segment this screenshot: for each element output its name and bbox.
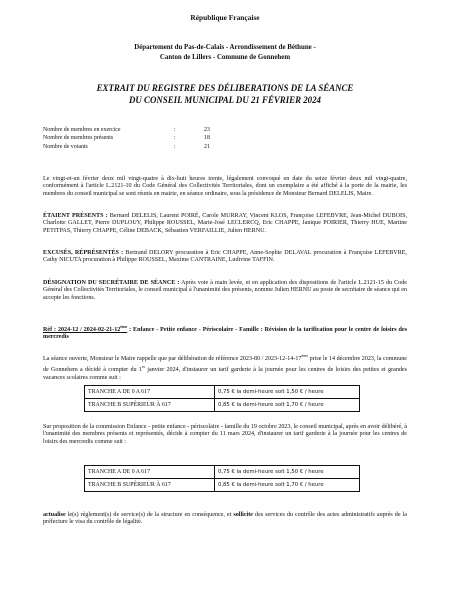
reference-label: Réf : 2024-12 / 2024-02-21-12ème xyxy=(43,324,128,334)
count-value: 18 xyxy=(204,135,210,142)
proposal-paragraph: Sur proposition de la commission Enfance - petite enfance - périscolaire - famille du 19 octobre 2023, le conseil municipal, après en avoir délibéré, à l'unanimité des membres présents et représentés, décide à compter du 11 mars 2024, d'instaurer un tarif garderie à la journée pour les centres de loisirs des mercredis comme suit : xyxy=(43,424,407,445)
count-separator: : xyxy=(174,135,176,142)
intro-paragraph: Le vingt-et-un février deux mil vingt-quatre à dix-huit heures trente, légalement convoqué en date du seize février deux mil vingt-quatre, conformément à l'article L.2121-10 du Code Général des Collectivités Territoriales, dont un exemplaire a été affiché à la porte de la mairie, les membres du conseil municipal se sont réunis en mairie, en séance ordinaire, sous la présidence de Monsieur Bernard DELELIS, Maire. xyxy=(43,176,407,197)
presents-label: ÉTAIENT PRÉSENTS : xyxy=(43,213,108,219)
tarif-table-vacances xyxy=(84,385,360,412)
tranche-cell: TRANCHE A DE 0 A 617 xyxy=(85,386,215,399)
secretaire-label: DÉSIGNATION DU SECRÉTAIRE DE SÉANCE : xyxy=(43,280,180,286)
table-row xyxy=(85,479,360,492)
count-label: Nombre de membres présents xyxy=(43,135,114,142)
tarif-cell: 0,75 € la demi-heure soit 1,50 € / heure xyxy=(215,466,360,479)
count-row xyxy=(43,143,233,151)
tranche-cell: TRANCHE B SUPÉRIEUR À 617 xyxy=(85,399,215,412)
table-row xyxy=(85,466,360,479)
actualise-word: actualise xyxy=(43,512,66,518)
canton-line: Canton de Lillers - Commune de Gonnehem xyxy=(159,53,291,61)
table-row xyxy=(85,399,360,412)
reference-sup: ème xyxy=(120,324,128,329)
excuses-text: Bertrand DELORY procuration à Eric CHAPPE, Anne-Sophie DELAVAL procuration à Françoise LEFEBVRE, Cathy NICUTA procuration à Philippe ROUSSEL, Maxime CANTRAINE, Ludivine TAFFIN. xyxy=(43,250,408,264)
tarif-cell: 0,85 € la demi-heure soit 1,70 € / heure xyxy=(215,399,360,412)
recall-paragraph: La séance ouverte, Monsieur le Maire rappelle que par délibération de référence 2023-80 / 2023-12-14-17ème prise le 14 décembre 2023, la commune de Gonnehem a décidé à compter du 1er janvier 2024, d'instaurer un tarif garderie à la journée pour les centres de loisirs des petites et grandes vacances scolaires comme suit : xyxy=(43,353,407,381)
presents-text: Bernard DELELIS, Laurent POIRÉ, Carole MURRAY, Vincent KLOS, Françoise LEFEBVRE, Jean-Michel DUBOIS, Charlotte GALLET, Pierre DUPLOUY, Philippe ROUSSEL, Marie-José LECLERCQ, Eric CHAPPE, Janique POIRIER, Thierry HUE, Martine PETITPAS, Thierry CHAPPE, Céline DEBACK, Sébastien VERFAILLIE, Julien HERNU. xyxy=(43,213,407,234)
tranche-cell: TRANCHE B SUPÉRIEUR À 617 xyxy=(85,479,215,492)
excuses-paragraph xyxy=(43,250,407,265)
count-label: Nombre de membres en exercice xyxy=(43,127,121,133)
republic-heading: République Française xyxy=(190,13,260,22)
member-counts xyxy=(43,126,233,151)
presents-paragraph xyxy=(43,213,407,235)
count-separator: : xyxy=(174,143,176,150)
count-value: 21 xyxy=(204,143,210,150)
reference-heading xyxy=(43,323,407,342)
tarif-cell: 0,85 € la demi-heure soit 1,70 € / heure xyxy=(215,479,360,492)
tarif-cell: 0,75 € la demi-heure soit 1,50 € / heure xyxy=(215,386,360,399)
department-heading xyxy=(0,43,450,62)
count-value: 23 xyxy=(204,127,210,133)
count-separator: : xyxy=(174,127,176,133)
reference-text: : Enfance - Petite enfance - Périscolaire - Famille : Révision de la tarification pour le centre de loisirs des mercredis xyxy=(43,327,407,341)
tranche-cell: TRANCHE A DE 0 A 617 xyxy=(85,466,215,479)
document-title xyxy=(30,82,420,106)
secretaire-paragraph xyxy=(43,280,407,302)
tarif-table-mercredis xyxy=(84,465,360,492)
count-row xyxy=(43,126,233,134)
table-row xyxy=(85,386,360,399)
department-line: Département du Pas-de-Calais - Arrondissement de Béthune - xyxy=(134,44,316,51)
closing-paragraph: actualise le(s) règlement(s) de service(s) de la structure en conséquence, et sollicite des services du contrôle des actes administratifs auprès de la préfecture le visa du contrôle de légalité. xyxy=(43,512,407,526)
count-label: Nombre de votants xyxy=(43,143,88,150)
count-row xyxy=(43,134,233,142)
title-line-2: DU CONSEIL MUNICIPAL DU 21 FÉVRIER 2024 xyxy=(129,95,321,105)
sollicite-word: sollicite xyxy=(233,512,253,518)
secretaire-text: Après vote à main levée, et en application des dispositions de l'article L.2121-15 du Code Général des Collectivités Territoriales, le conseil municipal à l'unanimité des présents, nomme Julien HERNU au poste de secrétaire de séance qui en accepte les fonctions. xyxy=(43,280,407,301)
title-line-1: EXTRAIT DU REGISTRE DES DÉLIBERATIONS DE LA SÉANCE xyxy=(96,83,354,93)
excuses-label: EXCUSÉS, RÉPRÉSENTÉS : xyxy=(43,250,124,256)
